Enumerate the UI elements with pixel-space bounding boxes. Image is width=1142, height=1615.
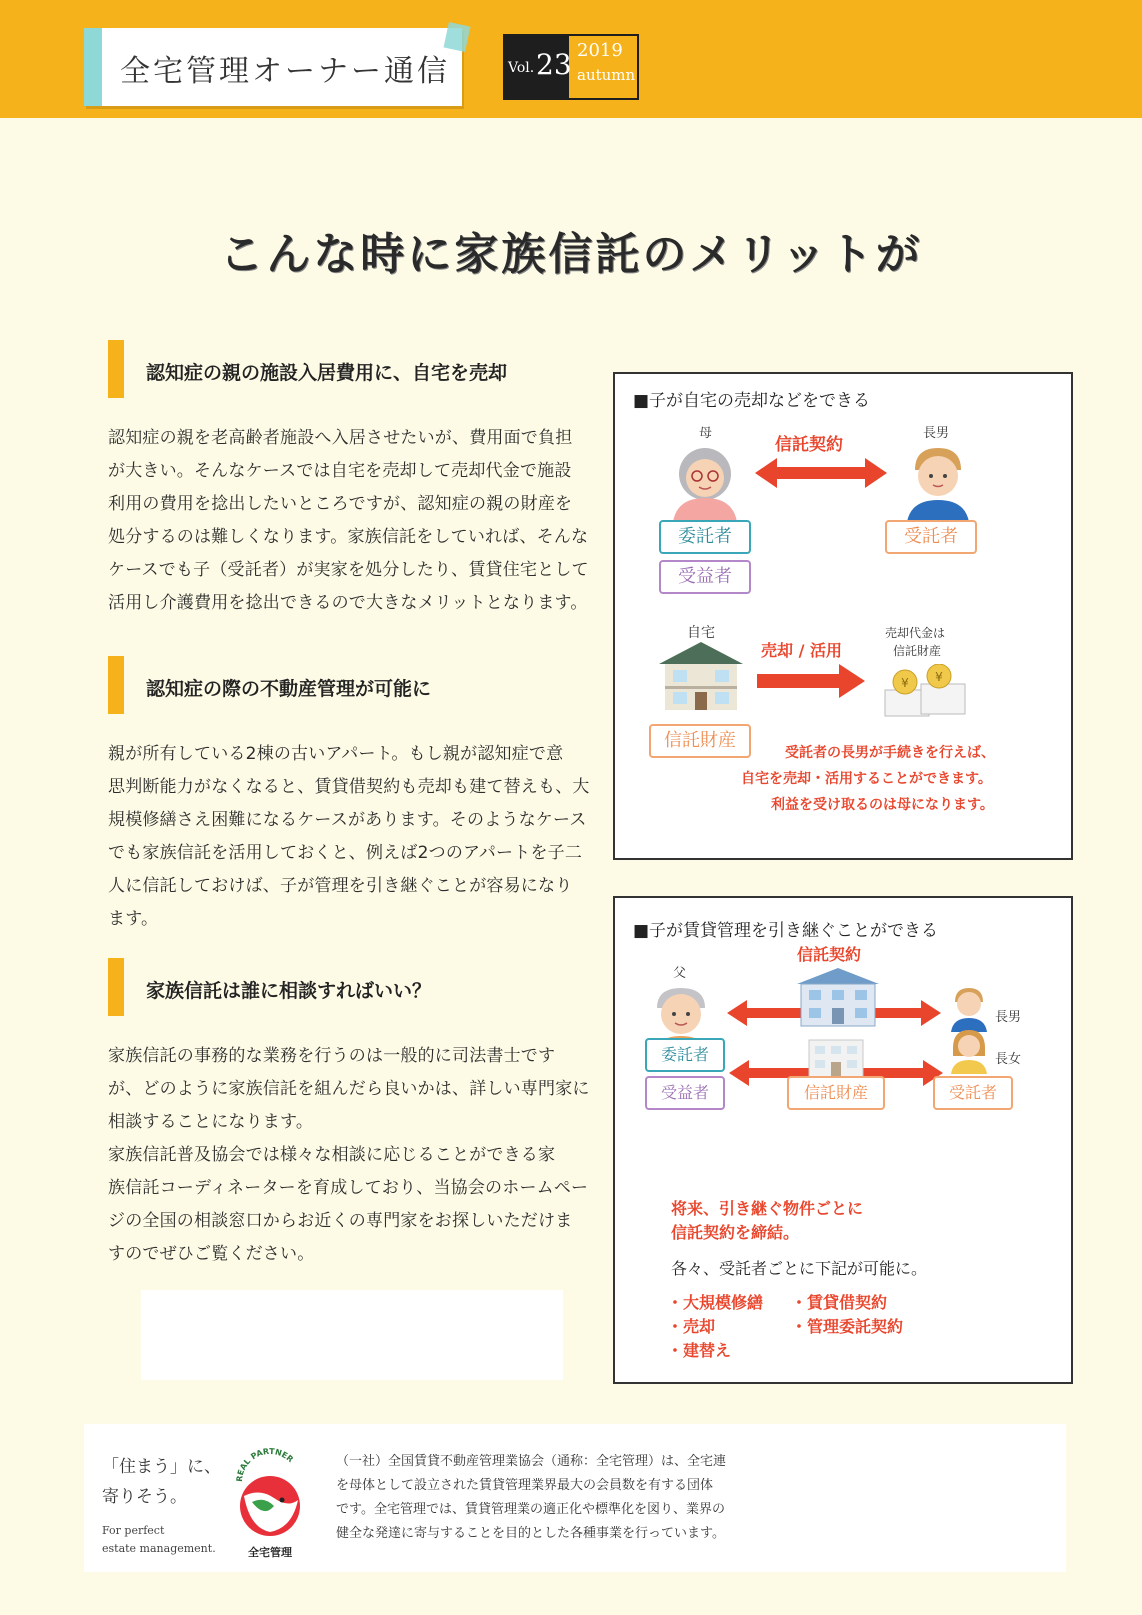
apartment-icon xyxy=(795,966,881,1028)
issue-season: autumn xyxy=(577,66,636,84)
body-line: 活用し介護費用を捻出できるので大きなメリットとなります。 xyxy=(108,593,588,613)
bullet-item: ・建替え xyxy=(667,1341,732,1360)
description-line: （一社）全国賃貸不動産管理業協会（通称：全宅管理）は、全宅連 xyxy=(336,1454,727,1469)
proceeds-label-2: 信託財産 xyxy=(893,644,942,658)
son-icon xyxy=(901,440,975,522)
body-line: ジの全国の相談窓口からお近くの専門家をお探しいただけま xyxy=(108,1211,573,1231)
blank-panel xyxy=(141,1290,563,1380)
note-line: 信託契約を締結。 xyxy=(671,1223,800,1242)
section-real-estate-management xyxy=(108,656,598,936)
section-title: 家族信託は誰に相談すればいい？ xyxy=(146,980,432,1002)
body-line: 規模修繕さえ困難になるケースがあります。そのようなケース xyxy=(108,810,587,830)
body-line: でも家族信託を活用しておくと、例えば2つのアパートを子二 xyxy=(108,843,583,863)
body-line: 親が所有している2棟の古いアパート。もし親が認知症で意 xyxy=(108,744,564,764)
section-accent-bar xyxy=(108,656,124,714)
double-arrow-icon xyxy=(755,456,887,490)
description-line: です。全宅管理では、賃貸管理業の適正化や標準化を図り、業界の xyxy=(336,1502,725,1517)
real-partner-logo xyxy=(230,1444,310,1564)
body-line: 人に信託しておけば、子が管理を引き継ぐことが容易になり xyxy=(108,876,573,896)
note-line: 利益を受け取るのは母になります。 xyxy=(771,797,994,813)
bullet-item: ・管理委託契約 xyxy=(791,1317,904,1336)
section-consultation xyxy=(108,958,598,1271)
section-title: 認知症の親の施設入居費用に、自宅を売却 xyxy=(146,362,508,384)
section-heading xyxy=(108,340,598,400)
volume-prefix: Vol. xyxy=(508,60,535,76)
bullet-item: ・大規模修繕 xyxy=(667,1293,764,1312)
footer xyxy=(84,1424,1066,1572)
body-line: 族信託コーディネーターを育成しており、当協会のホームペー xyxy=(108,1178,589,1198)
association-description xyxy=(336,1450,756,1546)
building-icon xyxy=(805,1036,867,1080)
body-line: ケースでも子（受託者）が実家を処分したり、賃貸住宅として xyxy=(108,560,589,580)
body-line: 相談することになります。 xyxy=(108,1112,314,1132)
trust-property-badge: 信託財産 xyxy=(649,724,751,758)
section-accent-bar xyxy=(108,958,124,1016)
settlor-badge: 委託者 xyxy=(645,1038,725,1072)
slogan-line: 寄りそう。 xyxy=(102,1487,187,1507)
body-line: 家族信託の事務的な業務を行うのは一般的に司法書士です xyxy=(108,1046,556,1066)
settlor-badge: 委託者 xyxy=(659,520,751,554)
svg-text:¥: ¥ xyxy=(901,676,909,690)
sale-label: 売却 / 活用 xyxy=(761,641,842,660)
proceeds-label-1: 売却代金は xyxy=(885,626,946,640)
mother-icon xyxy=(663,440,747,522)
body-line: 家族信託普及協会では様々な相談に応じることができる家 xyxy=(108,1145,556,1165)
issue-badge xyxy=(569,34,639,100)
description-line: 健全な発達に寄与することを目的とした各種事業を行っています。 xyxy=(336,1526,725,1541)
volume-number: 23 xyxy=(536,48,572,81)
diagram-home-sale xyxy=(613,372,1073,860)
section-dementia-sale xyxy=(108,340,598,620)
section-body xyxy=(108,1040,598,1271)
bird-logo-icon xyxy=(230,1444,310,1544)
masthead-tag xyxy=(84,28,462,106)
trustee-badge: 受託者 xyxy=(885,520,977,554)
right-arrow-icon xyxy=(757,664,865,698)
contract-label: 信託契約 xyxy=(797,945,862,964)
note-line: 自宅を売却・活用することができます。 xyxy=(741,771,992,787)
body-line: が大きい。そんなケースでは自宅を売却して売却代金で施設 xyxy=(108,461,572,481)
body-line: 認知症の親を老高齢者施設へ入居させたいが、費用面で負担 xyxy=(108,428,573,448)
beneficiary-badge: 受益者 xyxy=(659,560,751,594)
father-label: 父 xyxy=(673,966,687,981)
son-label: 長男 xyxy=(995,1010,1022,1025)
beneficiary-badge: 受益者 xyxy=(645,1076,725,1110)
note-line: 受託者の長男が手続きを行えば、 xyxy=(785,745,995,761)
section-heading xyxy=(108,656,598,716)
money-icon xyxy=(877,664,971,720)
diagram-title: ■子が賃貸管理を引き継ぐことができる xyxy=(633,921,939,941)
house-icon xyxy=(655,640,747,712)
daughter-icon xyxy=(949,1026,989,1074)
issue-year: 2019 xyxy=(577,40,623,61)
contract-label: 信託契約 xyxy=(775,435,843,455)
diagram-rental-succession xyxy=(613,896,1073,1384)
body-line: 思判断能力がなくなると、賃貸借契約も売却も建て替えも、大 xyxy=(108,777,590,797)
body-line: が、どのように家族信託を組んだら良いかは、詳しい専門家に xyxy=(108,1079,590,1099)
trust-property-badge: 信託財産 xyxy=(787,1076,885,1110)
diagram-title: ■子が自宅の売却などをできる xyxy=(633,391,871,411)
section-heading xyxy=(108,958,598,1018)
trustee-badge: 受託者 xyxy=(933,1076,1013,1110)
masthead-title: 全宅管理オーナー通信 xyxy=(120,54,450,89)
son-label: 長男 xyxy=(923,426,950,441)
logo-name: 全宅管理 xyxy=(248,1546,292,1559)
body-line: ます。 xyxy=(108,909,159,929)
english-tagline: For perfect xyxy=(102,1524,165,1537)
section-accent-bar xyxy=(108,340,124,398)
body-line: 利用の費用を捻出したいところですが、認知症の親の財産を xyxy=(108,494,573,514)
page-title: こんな時に家族信託のメリットが xyxy=(219,229,923,280)
bullet-item: ・賃貸借契約 xyxy=(791,1293,888,1312)
home-label: 自宅 xyxy=(687,625,715,641)
logo-arc-text: REAL PARTNER xyxy=(234,1446,296,1483)
section-body xyxy=(108,422,598,620)
mother-label: 母 xyxy=(699,426,713,441)
daughter-label: 長女 xyxy=(995,1052,1022,1067)
section-title: 認知症の際の不動産管理が可能に xyxy=(146,678,432,700)
section-body xyxy=(108,738,598,936)
english-tagline: estate management. xyxy=(102,1542,216,1555)
volume-badge xyxy=(503,34,572,100)
son-icon xyxy=(949,984,989,1032)
body-line: 処分するのは難しくなります。家族信託をしていれば、そんな xyxy=(108,527,589,547)
svg-text:¥: ¥ xyxy=(935,670,943,684)
slogan-line: 「住まう」に、 xyxy=(102,1457,221,1477)
body-line: すのでぜひご覧ください。 xyxy=(108,1244,315,1264)
each-trustee-line: 各々、受託者ごとに下記が可能に。 xyxy=(671,1259,928,1278)
note-line: 将来、引き継ぐ物件ごとに xyxy=(671,1199,864,1218)
description-line: を母体として設立された賃貸管理業界最大の会員数を有する団体 xyxy=(336,1478,714,1493)
bullet-item: ・売却 xyxy=(667,1317,716,1336)
